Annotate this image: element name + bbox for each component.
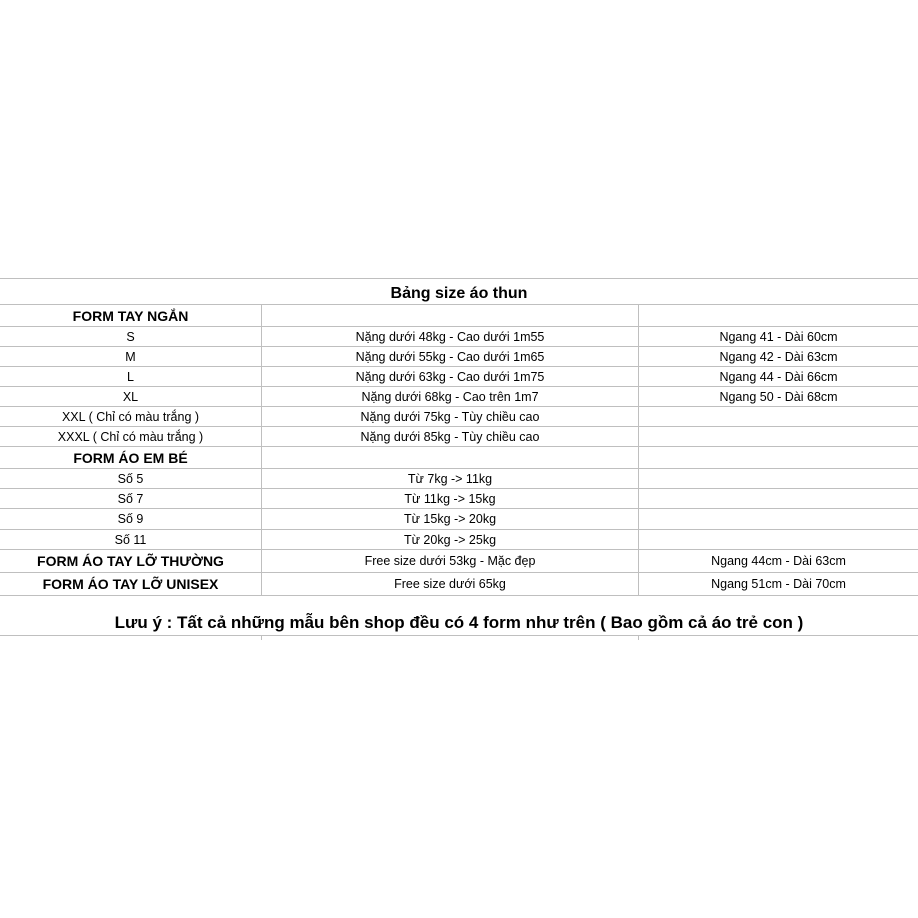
size-cell: Số 5	[0, 469, 262, 488]
size-cell: XXL ( Chỉ có màu trắng )	[0, 407, 262, 426]
note-text: Lưu ý : Tất cả những mẫu bên shop đều có 4 form như trên ( Bao gồm cả áo trẻ con )	[114, 612, 804, 632]
weight-cell: Từ 11kg -> 15kg	[262, 489, 639, 508]
size-cell: S	[0, 327, 262, 346]
size-cell: Số 11	[0, 530, 262, 549]
weight-cell: Nặng dưới 63kg - Cao dưới 1m75	[262, 367, 639, 386]
size-cell: Số 7	[0, 489, 262, 508]
section-header-row	[0, 447, 918, 469]
dims-cell	[639, 407, 918, 426]
size-cell: Số 9	[0, 509, 262, 529]
table-row	[0, 327, 918, 347]
section-header-row	[0, 305, 918, 327]
table-title: Bảng size áo thun	[390, 284, 528, 302]
column-tick	[638, 636, 639, 640]
table-row	[0, 550, 918, 573]
weight-cell: Từ 7kg -> 11kg	[262, 469, 639, 488]
table-row	[0, 367, 918, 387]
column-tick	[261, 636, 262, 640]
dims-cell: Ngang 42 - Dài 63cm	[719, 349, 838, 364]
dims-cell: Ngang 50 - Dài 68cm	[719, 389, 838, 404]
dims-cell: Ngang 41 - Dài 60cm	[719, 329, 838, 344]
table-row	[0, 427, 918, 447]
table-row	[0, 407, 918, 427]
table-row	[0, 509, 918, 530]
weight-cell: Nặng dưới 48kg - Cao dưới 1m55	[262, 327, 639, 346]
dims-cell: Ngang 51cm - Dài 70cm	[711, 577, 846, 591]
weight-cell: Từ 20kg -> 25kg	[262, 530, 639, 549]
section-header: FORM ÁO EM BÉ	[0, 447, 262, 468]
size-cell: M	[0, 347, 262, 366]
table-row	[0, 530, 918, 550]
weight-cell: Free size dưới 65kg	[262, 573, 639, 595]
size-cell: L	[0, 367, 262, 386]
dims-cell: Ngang 44cm - Dài 63cm	[711, 554, 846, 568]
table-row	[0, 387, 918, 407]
size-table	[0, 278, 918, 640]
table-row	[0, 573, 918, 596]
size-cell: XXXL ( Chỉ có màu trắng )	[0, 427, 262, 446]
weight-cell: Free size dưới 53kg - Mặc đẹp	[262, 550, 639, 572]
weight-cell: Nặng dưới 85kg - Tùy chiều cao	[262, 427, 639, 446]
table-title-row	[0, 278, 918, 305]
bottom-ticks	[0, 636, 918, 640]
weight-cell: Từ 15kg -> 20kg	[262, 509, 639, 529]
section-header: FORM ÁO TAY LỠ THƯỜNG	[0, 550, 262, 572]
dims-cell: Ngang 44 - Dài 66cm	[719, 369, 838, 384]
weight-cell: Nặng dưới 68kg - Cao trên 1m7	[262, 387, 639, 406]
size-cell: XL	[0, 387, 262, 406]
section-header: FORM TAY NGẮN	[0, 305, 262, 326]
section-header: FORM ÁO TAY LỠ UNISEX	[0, 573, 262, 595]
weight-cell: Nặng dưới 75kg - Tùy chiều cao	[262, 407, 639, 426]
table-row	[0, 489, 918, 509]
table-row	[0, 469, 918, 489]
note-row	[0, 596, 918, 636]
weight-cell: Nặng dưới 55kg - Cao dưới 1m65	[262, 347, 639, 366]
table-row	[0, 347, 918, 367]
dims-cell	[639, 427, 918, 446]
